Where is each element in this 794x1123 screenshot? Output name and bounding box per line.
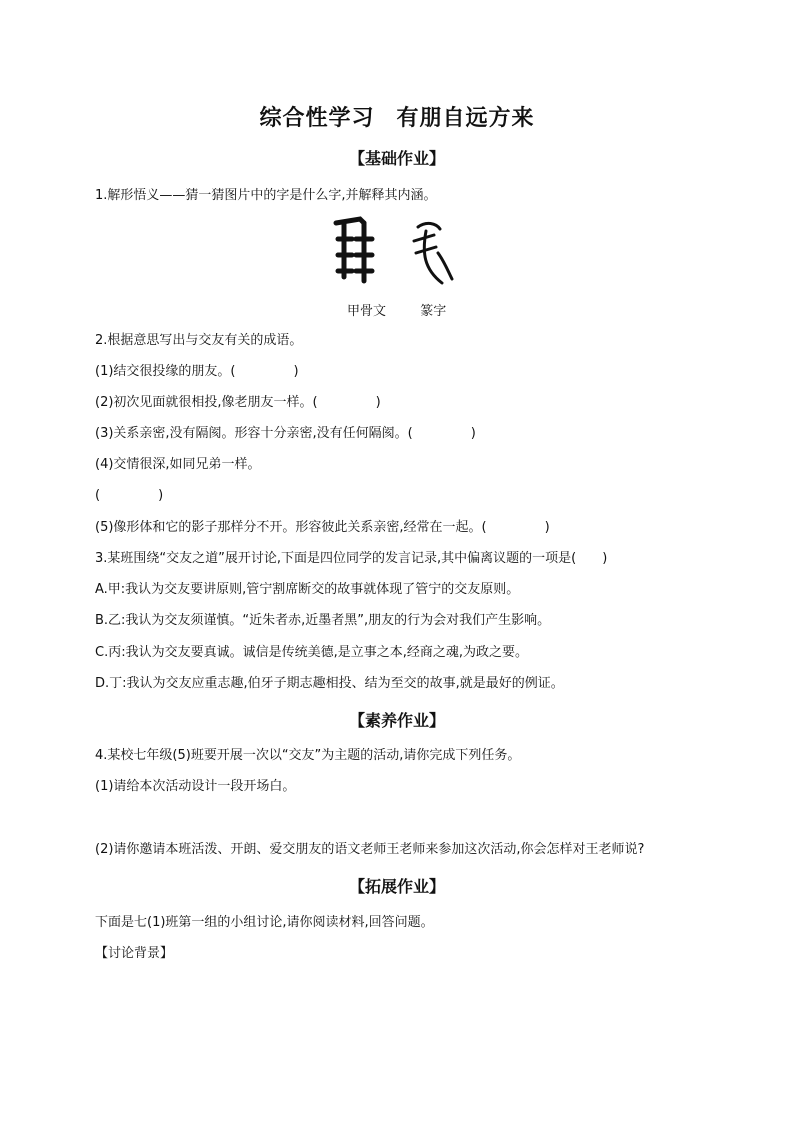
page-title bbox=[0, 101, 794, 132]
question-4-subtask-2: (2)请你邀请本班活泼、开朗、爱交朋友的语文老师王老师来参加这次活动,你会怎样对王老师说? bbox=[95, 842, 645, 857]
section-heading-basic: 【基础作业】 bbox=[348, 149, 445, 168]
seal-script-glyph bbox=[414, 223, 452, 283]
ancient-character-images bbox=[330, 213, 460, 293]
question-2-item: (2)初次见面就很相投,像老朋友一样。( ) bbox=[95, 395, 381, 410]
question-4-subtask-1: (1)请给本次活动设计一段开场白。 bbox=[95, 779, 296, 794]
section-heading-extension: 【拓展作业】 bbox=[348, 877, 445, 896]
title-part-2: 有朋自远方来 bbox=[396, 106, 535, 131]
question-2-item: (4)交情很深,如同兄弟一样。 bbox=[95, 457, 261, 472]
question-4-prompt: 4.某校七年级(5)班要开展一次以“交友”为主题的活动,请你完成下列任务。 bbox=[95, 748, 521, 763]
question-2-answer-blank: ( ) bbox=[95, 488, 164, 503]
caption-seal-script: 篆字 bbox=[420, 304, 447, 319]
question-3-option-a: A.甲:我认为交友要讲原则,管宁割席断交的故事就体现了管宁的交友原则。 bbox=[95, 582, 520, 597]
question-2-item: (5)像形体和它的影子那样分不开。形容彼此关系亲密,经常在一起。( ) bbox=[95, 520, 550, 535]
question-2-item: (1)结交很投缘的朋友。( ) bbox=[95, 364, 299, 379]
question-1-prompt: 1.解形悟义——猜一猜图片中的字是什么字,并解释其内涵。 bbox=[95, 188, 437, 203]
oracle-bone-glyph bbox=[336, 219, 372, 281]
discussion-background-label: 【讨论背景】 bbox=[95, 946, 174, 961]
title-part-1: 综合性学习 bbox=[259, 106, 375, 131]
question-3-option-b: B.乙:我认为交友须谨慎。“近朱者赤,近墨者黑”,朋友的行为会对我们产生影响。 bbox=[95, 613, 551, 628]
question-2-prompt: 2.根据意思写出与交友有关的成语。 bbox=[95, 333, 303, 348]
caption-oracle-bone: 甲骨文 bbox=[347, 304, 387, 319]
image-captions bbox=[347, 300, 446, 319]
section-heading-literacy: 【素养作业】 bbox=[348, 711, 445, 730]
question-2-item: (3)关系亲密,没有隔阂。形容十分亲密,没有任何隔阂。( ) bbox=[95, 426, 476, 441]
question-3-option-c: C.丙:我认为交友要真诚。诚信是传统美德,是立事之本,经商之魂,为政之要。 bbox=[95, 645, 528, 660]
question-3-prompt: 3.某班围绕“交友之道”展开讨论,下面是四位同学的发言记录,其中偏离议题的一项是( ) bbox=[95, 551, 608, 566]
extension-intro: 下面是七(1)班第一组的小组讨论,请你阅读材料,回答问题。 bbox=[95, 915, 434, 930]
question-3-option-d: D.丁:我认为交友应重志趣,伯牙子期志趣相投、结为至交的故事,就是最好的例证。 bbox=[95, 676, 564, 691]
